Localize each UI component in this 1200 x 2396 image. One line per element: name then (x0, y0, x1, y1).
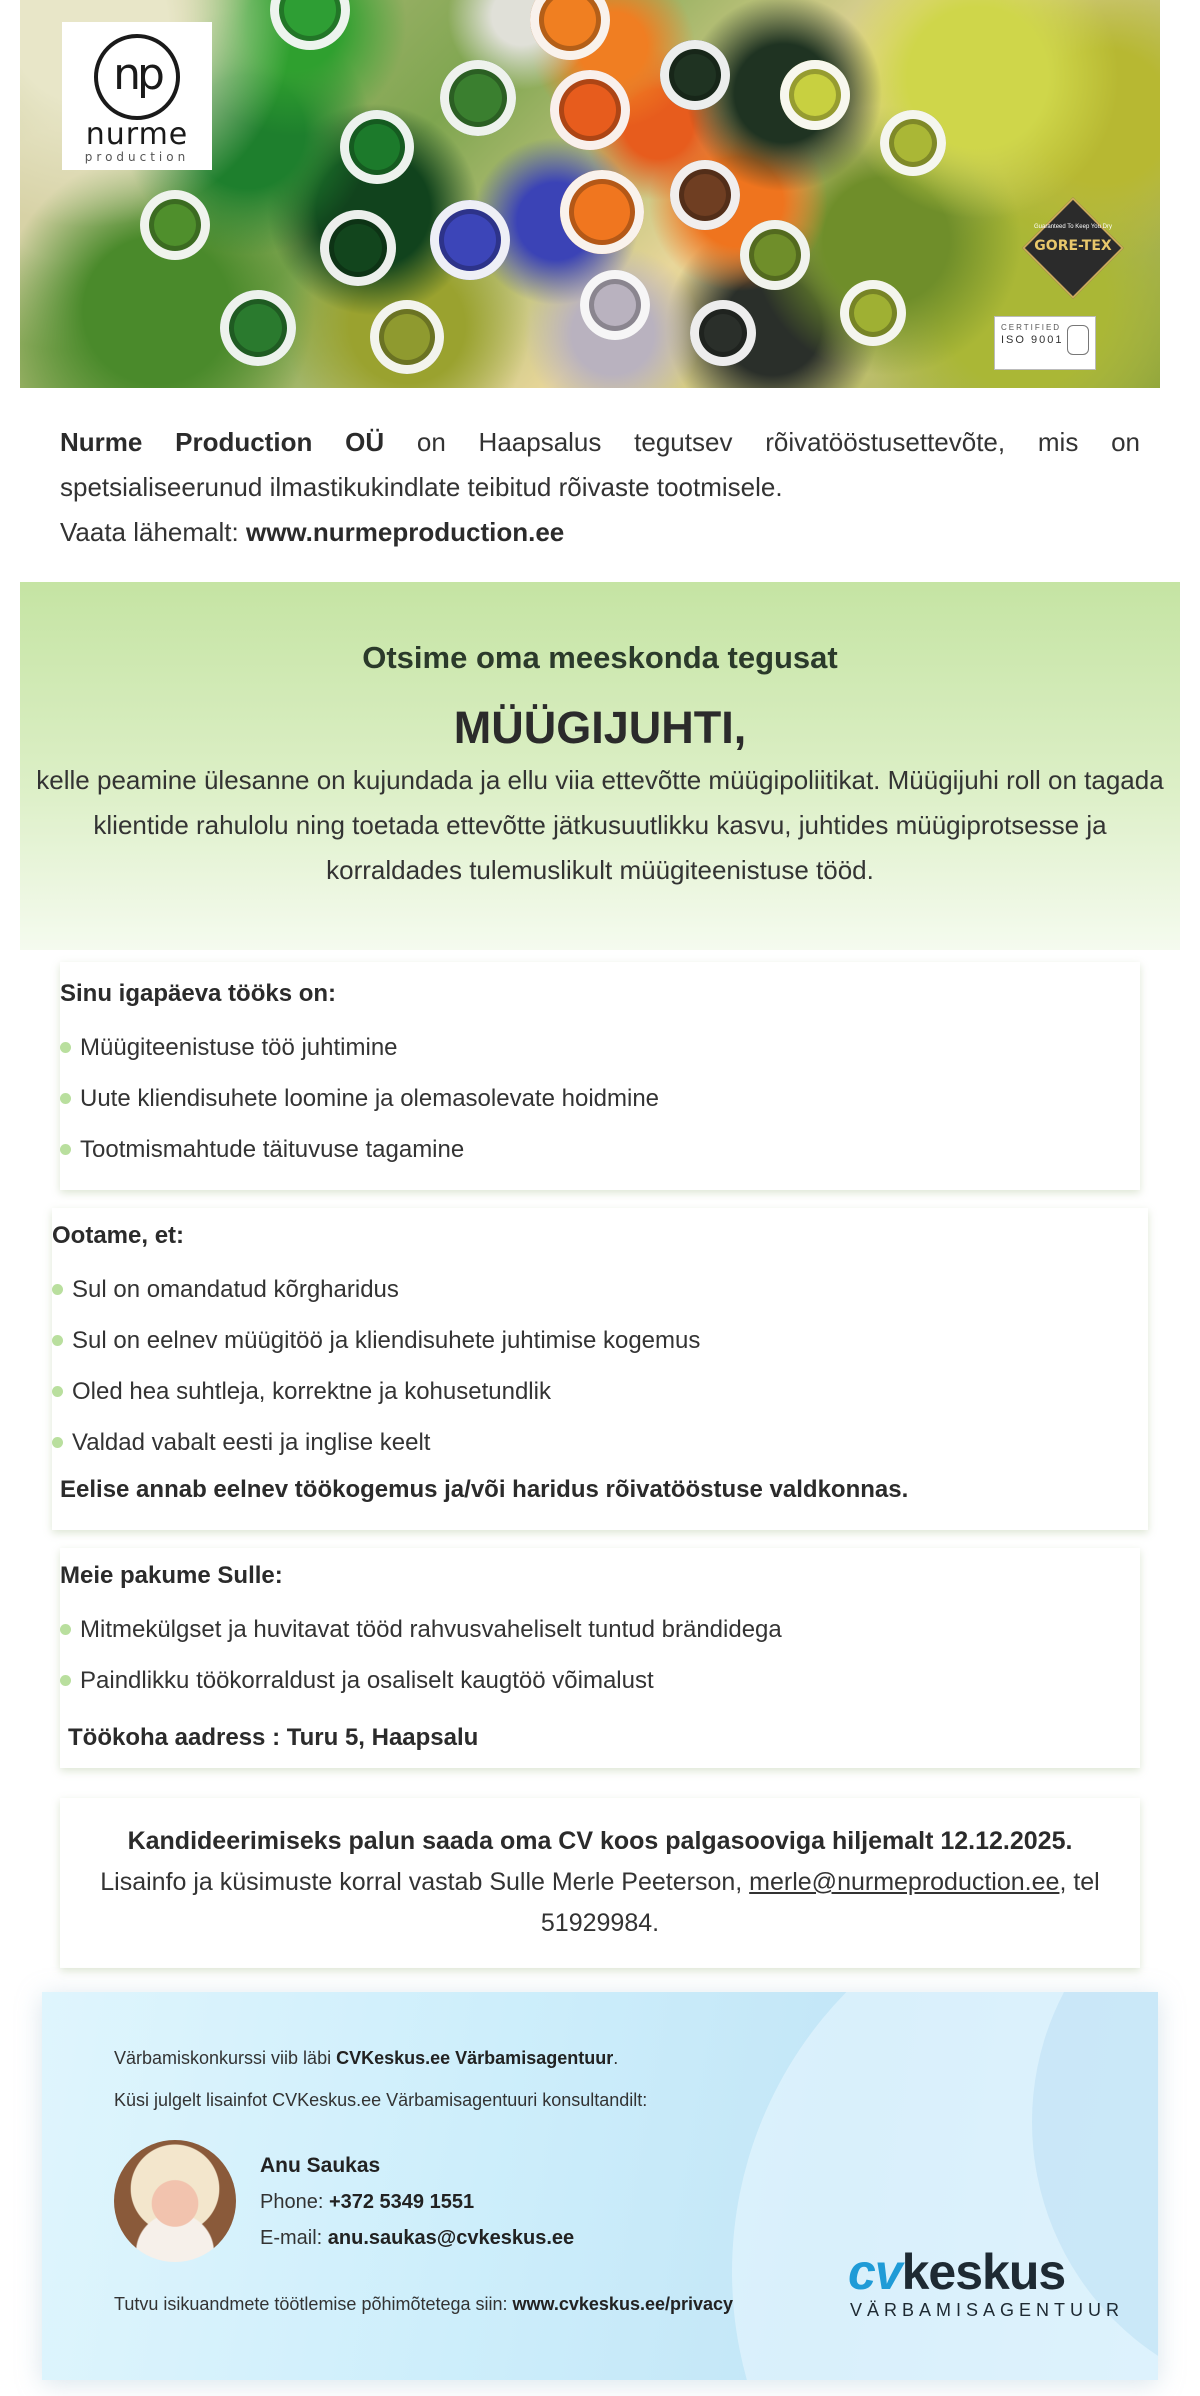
company-intro (60, 420, 1140, 555)
requirements-title: Ootame, et: (52, 1222, 185, 1249)
application-card (60, 1798, 1140, 1968)
consultant-email (260, 2220, 574, 2256)
iso-certification-badge (994, 316, 1096, 370)
privacy-link[interactable]: www.cvkeskus.ee/privacy (512, 2294, 734, 2314)
position-banner (20, 582, 1180, 950)
thread-spool (780, 60, 850, 130)
offer-card (60, 1548, 1140, 1768)
agency-line-prefix: Värbamiskonkurssi viib läbi (114, 2048, 337, 2068)
company-name: Nurme Production OÜ (60, 427, 385, 457)
consultant-intro: Küsi julgelt lisainfot CVKeskus.ee Värbamisagentuuri konsultandilt: (114, 2090, 648, 2110)
duties-card (60, 962, 1140, 1190)
company-logo (62, 22, 212, 170)
thread-spool (320, 210, 396, 286)
consultant-phone (260, 2184, 574, 2220)
iso-certified-label: CERTIFIED (1001, 323, 1062, 332)
list-item: Tootmismahtude täituvuse tagamine (60, 1124, 1140, 1175)
phone-label: Phone: (260, 2191, 329, 2213)
bureau-veritas-seal-icon (1067, 325, 1089, 355)
thread-spool (840, 280, 906, 346)
logo-initials: np (94, 34, 180, 120)
thread-spool (530, 0, 610, 60)
list-item: Paindlikku töökorraldust ja osaliselt kaugtöö võimalust (60, 1655, 1140, 1706)
hero-image (20, 0, 1160, 388)
contact-text-after: , tel 51929984. (540, 1868, 1100, 1937)
goretex-tagline: Guaranteed To Keep You Dry (1034, 224, 1112, 230)
email-label: E-mail: (260, 2227, 328, 2249)
thread-spool (740, 220, 810, 290)
thread-spool (220, 290, 296, 366)
thread-spool (440, 60, 516, 136)
agency-footer (42, 1992, 1158, 2380)
privacy-note (114, 2294, 733, 2315)
goretex-badge (1025, 200, 1121, 296)
agency-name: CVKeskus.ee Värbamisagentuur (336, 2048, 614, 2068)
requirements-card (52, 1208, 1148, 1530)
thread-spool (370, 300, 444, 374)
thread-spool (140, 190, 210, 260)
iso-standard-label: ISO 9001 (1001, 334, 1064, 346)
thread-spool (660, 40, 730, 110)
thread-spool (550, 70, 630, 150)
list-item: Mitmekülgset ja huvitavat tööd rahvusvaheliselt tuntud brändidega (60, 1604, 1140, 1655)
duties-title: Sinu igapäeva tööks on: (60, 980, 337, 1007)
logo-cv: cv (848, 2244, 902, 2300)
agency-line-suffix: . (613, 2048, 619, 2068)
application-deadline: Kandideerimiseks palun saada oma CV koos palgasooviga hiljemalt 12.12.2025. (127, 1827, 1073, 1855)
requirements-note: Eelise annab eelnev töökogemus ja/või haridus rõivatööstuse valdkonnas. (60, 1476, 909, 1503)
privacy-prefix: Tutvu isikuandmete töötlemise põhimõtetega siin: (114, 2294, 513, 2314)
consultant-email-link[interactable]: anu.saukas@cvkeskus.ee (327, 2227, 575, 2249)
thread-spool (580, 270, 650, 340)
thread-spool (690, 300, 756, 366)
consultant-contact (260, 2148, 574, 2256)
cvkeskus-logo (848, 2246, 1124, 2321)
phone-number[interactable]: +372 5349 1551 (328, 2191, 475, 2213)
list-item: Sul on omandatud kõrgharidus (52, 1264, 1148, 1315)
list-item: Müügiteenistuse töö juhtimine (60, 1022, 1140, 1073)
contact-text-before: Lisainfo ja küsimuste korral vastab Sulle Merle Peeterson, (100, 1868, 750, 1896)
thread-spool (270, 0, 350, 50)
website-prefix: Vaata lähemalt: (60, 517, 246, 547)
cvkeskus-wordmark (848, 2246, 1124, 2298)
logo-tagline: VÄRBAMISAGENTUUR (850, 2300, 1125, 2320)
list-item: Sul on eelnev müügitöö ja kliendisuhete juhtimise kogemus (52, 1315, 1148, 1366)
website-link[interactable]: www.nurmeproduction.ee (245, 517, 565, 547)
thread-spool (670, 160, 740, 230)
consultant-avatar (114, 2140, 236, 2262)
position-description: kelle peamine ülesanne on kujundada ja ellu viia ettevõtte müügipoliitikat. Müügijuhi roll on tagada klientide rahulolu ning toetada ettevõtte jätkusuutlikku kasvu, juhtides müügiprotsesse ja korraldades tulemuslikult müügiteenistuse tööd. (36, 765, 1164, 885)
thread-spool (340, 110, 414, 184)
agency-line (114, 2048, 618, 2069)
position-title: MÜÜGIJUHTI, (453, 702, 747, 753)
offer-title: Meie pakume Sulle: (60, 1562, 283, 1589)
thread-spool (430, 200, 510, 280)
thread-spool (880, 110, 946, 176)
banner-subtitle: Otsime oma meeskonda tegusat (362, 640, 838, 675)
list-item: Oled hea suhtleja, korrektne ja kohusetundlik (52, 1366, 1148, 1417)
logo-keskus: keskus (901, 2244, 1066, 2300)
consultant-name: Anu Saukas (260, 2154, 381, 2177)
logo-subword: production (84, 150, 190, 164)
goretex-label: GORE-TEX (1034, 238, 1112, 254)
logo-word: nurme (85, 117, 189, 152)
list-item: Uute kliendisuhete loomine ja olemasolevate hoidmine (60, 1073, 1140, 1124)
intro-text: on Haapsalus tegutsev rõivatööstusettevõte, mis on spetsialiseerunud ilmastikukindlate teibitud rõivaste tootmisele. (60, 427, 1140, 502)
application-contact (80, 1862, 1120, 1944)
workplace-address: Töökoha aadress : Turu 5, Haapsalu (68, 1724, 479, 1751)
contact-email-link[interactable]: merle@nurmeproduction.ee (749, 1868, 1060, 1896)
thread-spool (560, 170, 644, 254)
list-item: Valdad vabalt eesti ja inglise keelt (52, 1417, 1148, 1468)
